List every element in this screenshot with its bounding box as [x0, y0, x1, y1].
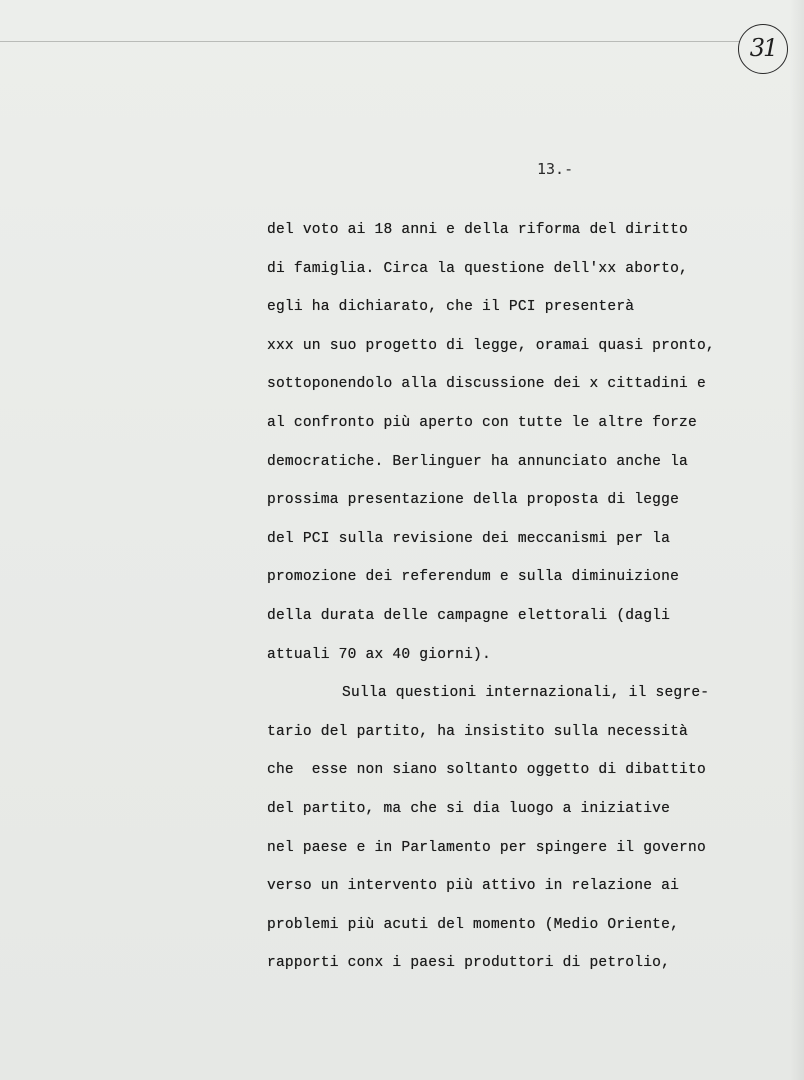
text-line: sottoponendolo alla discussione dei x cittadini e	[267, 376, 706, 393]
text-line: promozione dei referendum e sulla diminuizione	[267, 569, 680, 586]
text-line: attuali 70 ax 40 giorni).	[267, 646, 491, 663]
text-line: xxx un suo progetto di legge, oramai quasi pronto,	[267, 337, 715, 354]
text-line: del voto ai 18 anni e della riforma del diritto	[267, 222, 689, 238]
text-line: nel paese e in Parlamento per spingere il governo	[267, 839, 706, 856]
paragraph-start-line: Sulla questioni internazionali, il segre-	[342, 685, 710, 702]
scan-edge-shadow	[790, 0, 804, 1080]
text-line: verso un intervento più attivo in relazione ai	[267, 878, 680, 895]
page-number: 13.-	[537, 160, 574, 178]
text-line: del partito, ma che si dia luogo a iniziative	[267, 800, 671, 817]
text-line: egli ha dichiarato, che il PCI presenterà	[267, 299, 635, 316]
text-line: democratiche. Berlinguer ha annunciato anche la	[267, 453, 689, 470]
text-line: del PCI sulla revisione dei meccanismi per la	[267, 530, 671, 547]
scan-edge-line	[0, 41, 740, 42]
text-line: della durata delle campagne elettorali (dagli	[267, 607, 671, 624]
text-line: problemi più acuti del momento (Medio Oriente,	[267, 916, 680, 933]
text-line: tario del partito, ha insistito sulla necessità	[267, 723, 689, 740]
text-line: che esse non siano soltanto oggetto di dibattito	[267, 762, 706, 779]
typewritten-body	[267, 218, 787, 990]
text-line: rapporti conx i paesi produttori di petrolio,	[267, 955, 671, 972]
text-line: prossima presentazione della proposta di legge	[267, 492, 680, 509]
text-line: di famiglia. Circa la questione dell'xx aborto,	[267, 260, 689, 277]
handwritten-folio-mark: 31	[738, 24, 788, 74]
text-line: al confronto più aperto con tutte le altre forze	[267, 414, 697, 431]
